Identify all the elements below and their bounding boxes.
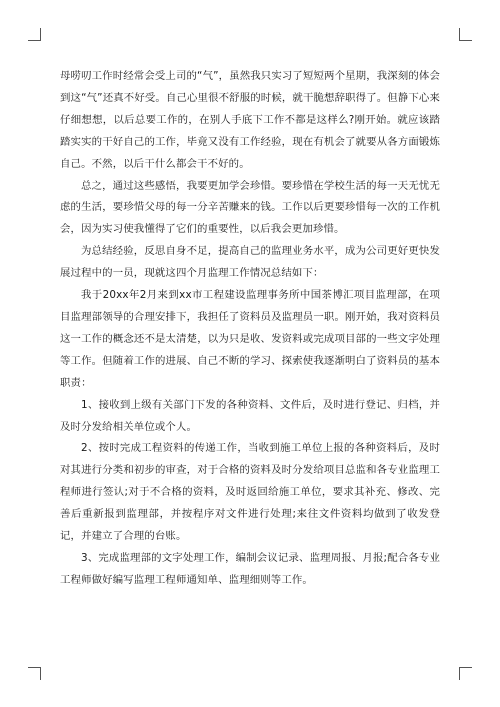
paragraph-continued: 母唠叨工作时经常会受上司的“气”，虽然我只实习了短短两个星期，我深刻的体会到这“气”还真不好受。自己心里很不舒服的时候，就干脆想辞职得了。但静下心来仔细想想，以后总要工作的，在别人手底下工作不都是这样么?刚开始。就应该踏踏实实的干好自己的工作，毕竟又没有工作经验，现在有机会了就要从各方面锻炼自己。不然，以后干什么都会干不好的。: [60, 70, 440, 170]
paragraph-summary: 总之，通过这些感悟，我要更加学会珍惜。要珍惜在学校生活的每一天无忧无虑的生活，要珍惜父母的每一分辛苦赚来的钱。工作以后更要珍惜每一次的工作机会，因为实习使我懂得了它们的重要性，以后我会更加珍惜。: [60, 179, 440, 236]
document-body: [60, 66, 440, 592]
crop-mark-bottom-left: [28, 667, 41, 680]
paragraph-background: 我于20xx年2月来到xx市工程建设监理事务所中国茶博汇项目监理部，在项目监理部领导的合理安排下，我担任了资料员及监理员一职。刚开始，我对资料员这一工作的概念还不是太清楚，以为只是收、发资料或完成项目部的一些文字处理等工作。但随着工作的进展、自己不断的学习、探索使我逐渐明白了资料员的基本职责：: [60, 289, 440, 389]
paragraph-duty-3: 3、完成监理部的文字处理工作，编制会议记录、监理周报、月报;配合各专业工程师做好编写监理工程师通知单、监理细则等工作。: [60, 551, 440, 586]
crop-mark-bottom-right: [459, 667, 472, 680]
paragraph-duty-1: 1、接收到上级有关部门下发的各种资料、文件后，及时进行登记、归档，并及时分发给相关单位或个人。: [60, 398, 440, 433]
paragraph-duty-2: 2、按时完成工程资料的传递工作，当收到施工单位上报的各种资料后，及时对其进行分类和初步的审查，对于合格的资料及时分发给项目总监和各专业监理工程师进行签认;对于不合格的资料，及时返回给施工单位，要求其补充、修改、完善后重新报到监理部，并按程序对文件进行处理;来往文件资料均做到了收发登记，并建立了合理的台账。: [60, 442, 440, 543]
crop-mark-top-right: [459, 28, 472, 41]
paragraph-intro: 为总结经验，反思自身不足，提高自己的监理业务水平，成为公司更好更快发展过程中的一员，现就这四个月监理工作情况总结如下：: [60, 245, 440, 280]
crop-mark-top-left: [28, 28, 41, 41]
